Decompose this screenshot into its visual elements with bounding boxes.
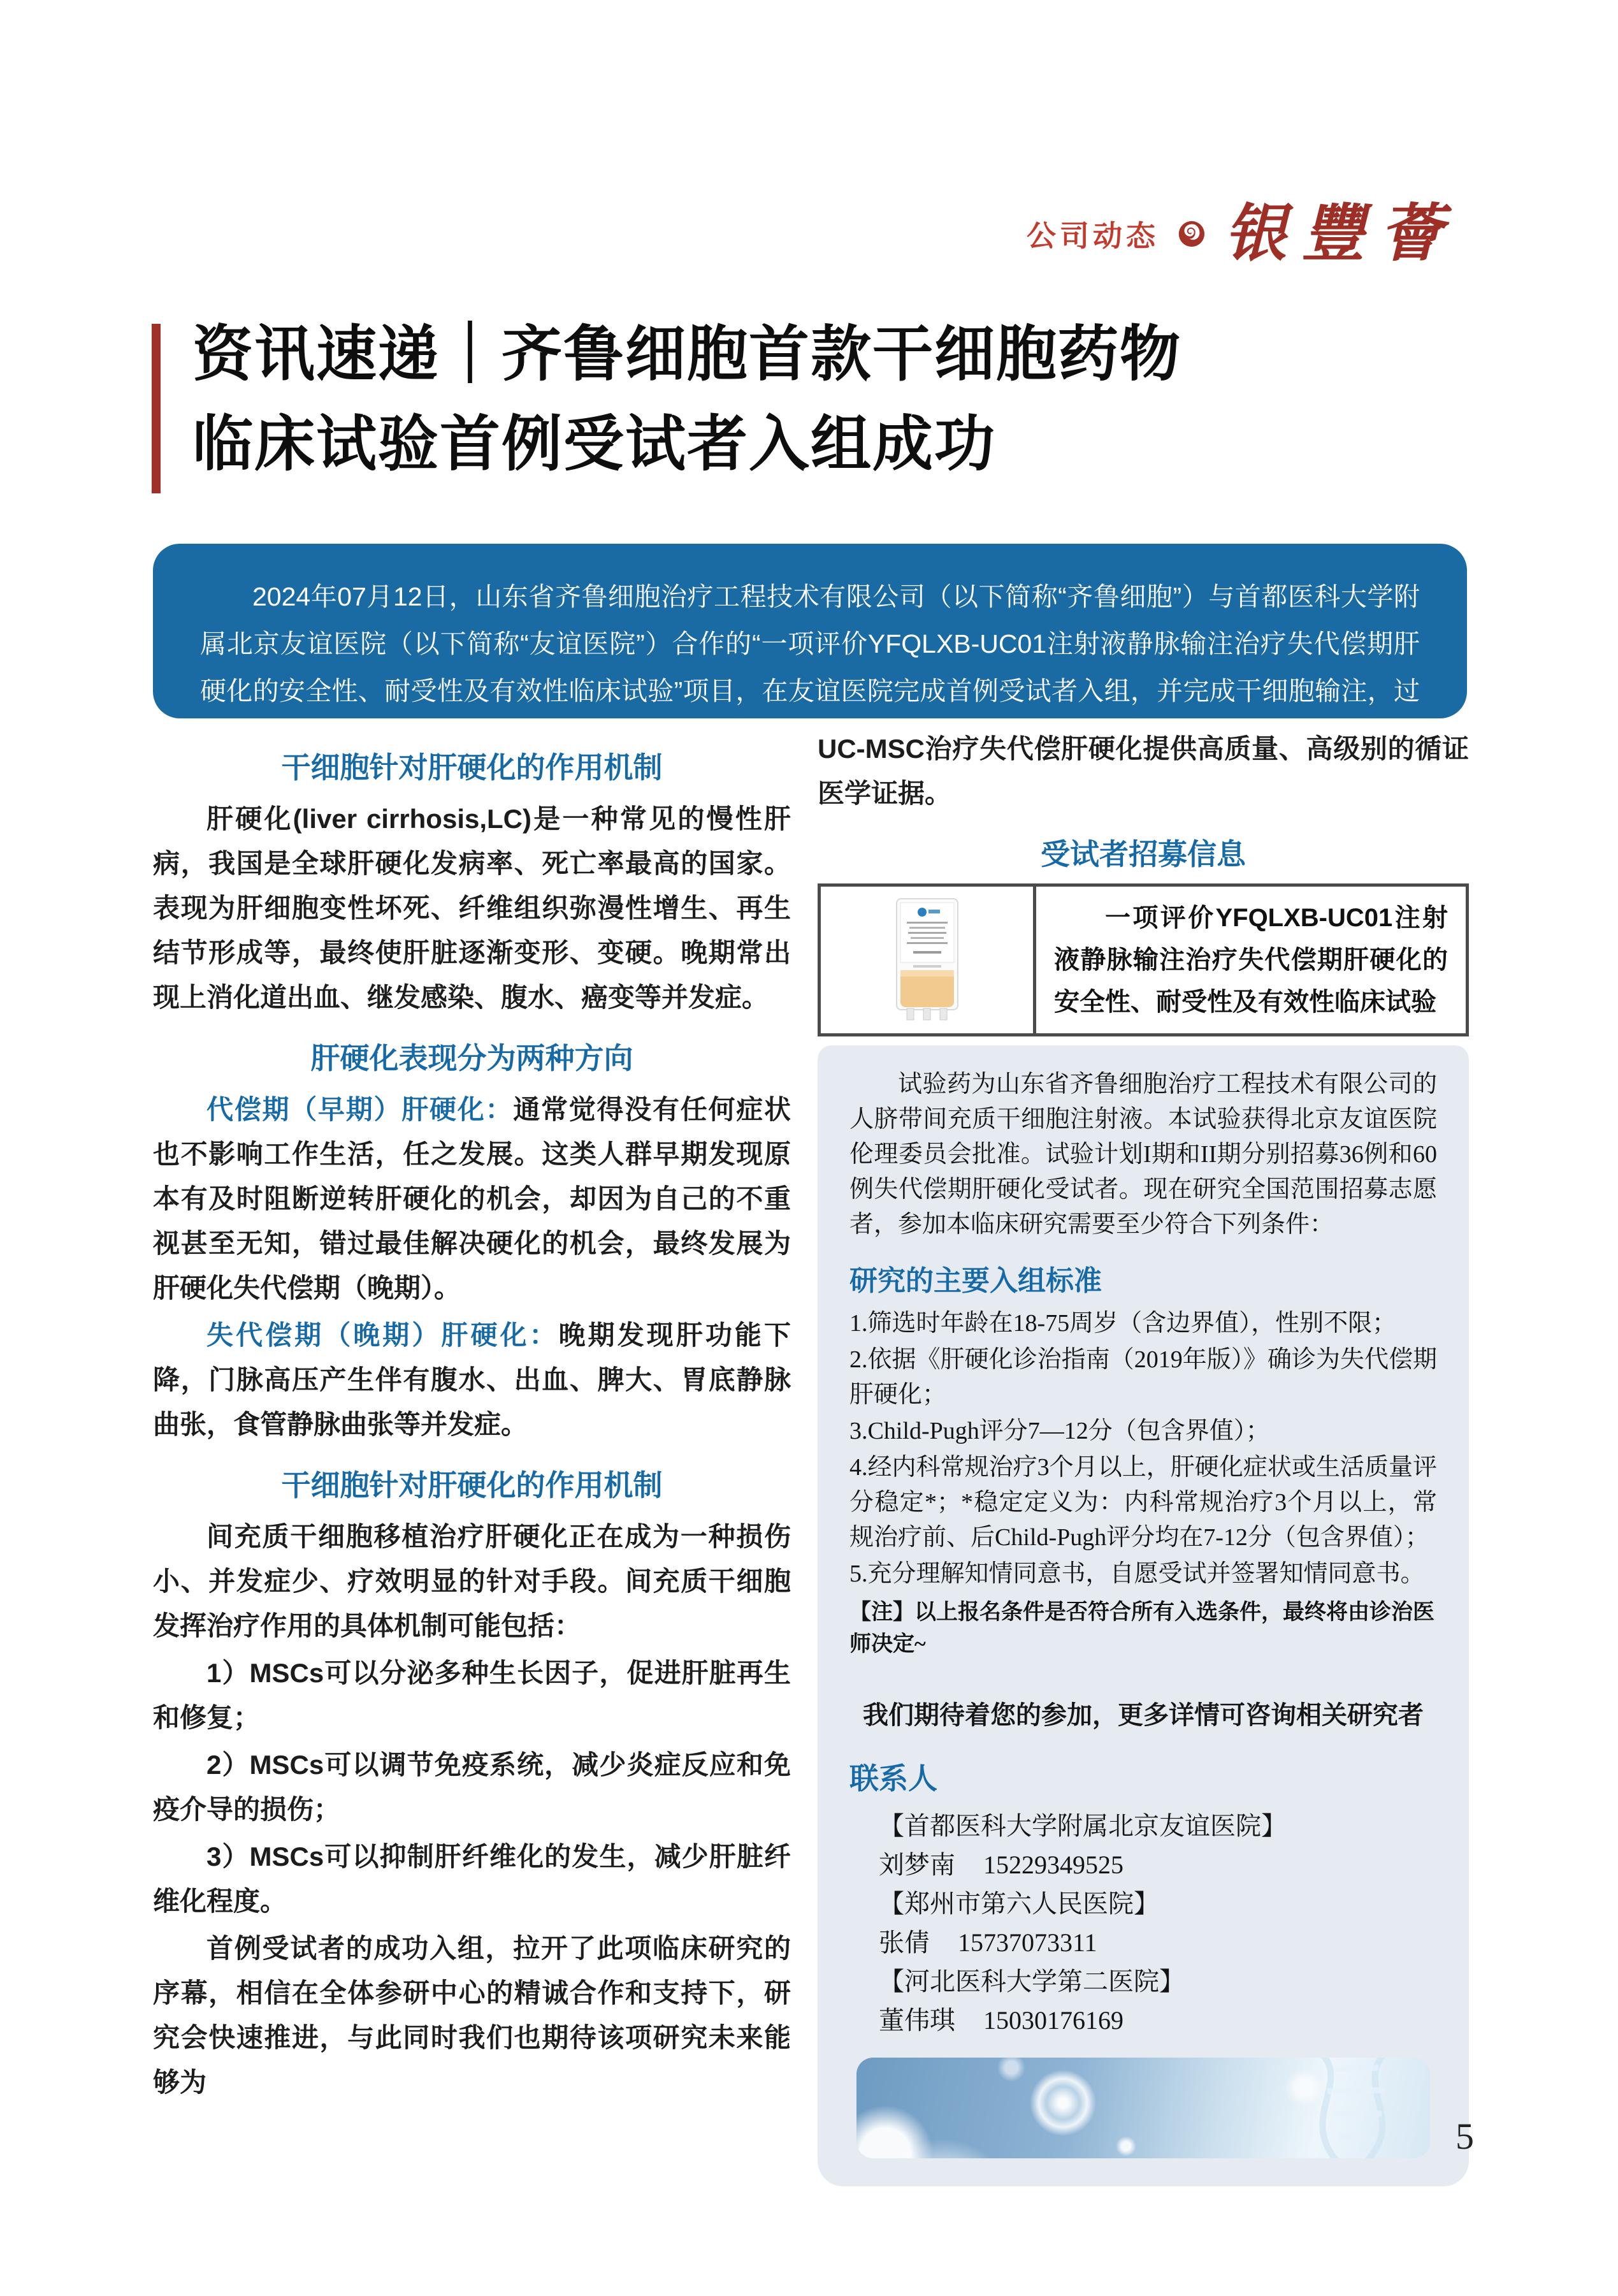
title-line-1: 资讯速递｜齐鲁细胞首款干细胞药物 (192, 321, 1182, 388)
cells-dna-image (856, 2058, 1430, 2158)
paragraph-msc-point-3: 3）MSCs可以抑制肝纤维化的发生，减少肝脏纤维化程度。 (153, 1842, 791, 1916)
contact-phone-3: 15030176169 (983, 2006, 1123, 2035)
criteria-item-1: 1.筛选时年龄在18-75周岁（含边界值），性别不限； (849, 1310, 1397, 1337)
contact-phone-2: 15737073311 (958, 1928, 1097, 1957)
contact-name-1: 刘梦南 (879, 1850, 955, 1879)
criteria-item-5: 5.充分理解知情同意书，自愿受试并签署知情同意书。 (849, 1560, 1425, 1587)
contact-name-2: 张倩 (879, 1928, 930, 1957)
lead-compensated: 代偿期（早期）肝硬化： (206, 1094, 514, 1124)
intro-highlight-box (153, 544, 1467, 753)
criteria-item-3: 3.Child-Pugh评分7—12分（包含界值）； (849, 1418, 1270, 1444)
invitation-text: 我们期待着您的参加，更多详情可咨询相关研究者 (863, 1701, 1424, 1729)
contact-org-3: 【河北医科大学第二医院】 (879, 1967, 1185, 1996)
contact-name-3: 董伟琪 (879, 2006, 955, 2035)
text-compensated: 通常觉得没有任何症状也不影响工作生活，任之发展。这类人群早期发现原本有及时阻断逆转肝硬化的机会，却因为自己的不重视甚至无知，错过最佳解决硬化的机会，最终发展为肝硬化失代偿期（晚期）。 (153, 1094, 791, 1303)
contact-person-3 (849, 2001, 1437, 2040)
contact-phone-1: 15229349525 (983, 1850, 1123, 1879)
swirl-icon (1177, 219, 1206, 249)
heading-recruitment: 受试者招募信息 (1041, 838, 1246, 871)
criteria-item-2: 2.依据《肝硬化诊治指南（2019年版）》确诊为失代偿期肝硬化； (849, 1346, 1437, 1408)
recruitment-panel (818, 1045, 1469, 2186)
iv-bag-image (888, 896, 967, 1024)
page-number: 5 (1455, 2116, 1474, 2157)
paragraph-decompensated (153, 1313, 791, 1447)
heading-two-directions: 肝硬化表现分为两种方向 (310, 1042, 633, 1075)
text-decompensated: 晚期发现肝功能下降，门脉高压产生伴有腹水、出血、脾大、胃底静脉曲张，食管静脉曲张等并发症。 (153, 1320, 791, 1439)
heading-mechanism-1: 干细胞针对肝硬化的作用机制 (281, 751, 663, 784)
section-label: 公司动态 (1026, 219, 1159, 252)
paragraph-cirrhosis-overview: 肝硬化(liver cirrhosis,LC)是一种常见的慢性肝病，我国是全球肝硬化发病率、死亡率最高的国家。表现为肝细胞变性坏死、纤维组织弥漫性增生、再生结节形成等，最终使肝脏逐渐变形、变硬。晚期常出现上消化道出血、继发感染、腹水、癌变等并发症。 (153, 804, 791, 1012)
paragraph-compensated (153, 1087, 791, 1311)
paragraph-continuation: UC-MSC治疗失代偿肝硬化提供高质量、高级别的循证医学证据。 (818, 734, 1469, 808)
title-accent-bar (152, 324, 161, 493)
paragraph-trial-drug: 试验药为山东省齐鲁细胞治疗工程技术有限公司的人脐带间充质干细胞注射液。本试验获得北京友谊医院伦理委员会批准。试验计划I期和II期分别招募36例和60例失代偿期肝硬化受试者。现在研究全国范围招募志愿者，参加本临床研究需要至少符合下列条件： (849, 1071, 1437, 1238)
criteria-item-4: 4.经内科常规治疗3个月以上，肝硬化症状或生活质量评分稳定*；*稳定定义为：内科常规治疗3个月以上，常规治疗前、后Child-Pugh评分均在7-12分（包含界值）； (849, 1454, 1437, 1551)
contact-person-2 (849, 1923, 1437, 1962)
header-brand (1026, 197, 1457, 270)
heading-contacts: 联系人 (849, 1762, 937, 1795)
intro-text: 2024年07月12日，山东省齐鲁细胞治疗工程技术有限公司（以下简称“齐鲁细胞”）与首都医科大学附属北京友谊医院（以下简称“友谊医院”）合作的“一项评价YFQLXB-UC01注射液静脉输注治疗失代偿期肝硬化的安全性、耐受性及有效性临床试验”项目，在友谊医院完成首例受试者入组，并完成干细胞输注，过程顺利。 (200, 582, 1420, 753)
trial-name-cell: 一项评价YFQLXB-UC01注射液静脉输注治疗失代偿期肝硬化的安全性、耐受性及有效性临床试验 (1054, 904, 1448, 1016)
right-column (818, 727, 1469, 2186)
lead-decompensated: 失代偿期（晚期）肝硬化： (206, 1320, 559, 1350)
article-title (192, 310, 1403, 490)
brand-logotype: 银豐薈 (1224, 197, 1457, 270)
heading-criteria: 研究的主要入组标准 (849, 1265, 1102, 1297)
iv-bag-cell (821, 887, 1036, 1033)
title-line-2: 临床试验首例受试者入组成功 (192, 411, 997, 478)
contact-person-1 (849, 1845, 1437, 1884)
contact-org-1: 【首都医科大学附属北京友谊医院】 (879, 1812, 1287, 1840)
paragraph-msc-point-2: 2）MSCs可以调节免疫系统，减少炎症反应和免疫介导的损伤； (153, 1750, 791, 1824)
criteria-note: 【注】以上报名条件是否符合所有入选条件，最终将由诊治医师决定~ (849, 1601, 1434, 1656)
heading-mechanism-2: 干细胞针对肝硬化的作用机制 (281, 1469, 663, 1502)
paragraph-msc-intro: 间充质干细胞移植治疗肝硬化正在成为一种损伤小、并发症少、疗效明显的针对手段。间充质干细胞发挥治疗作用的具体机制可能包括： (153, 1522, 791, 1641)
contact-org-2: 【郑州市第六人民医院】 (879, 1889, 1159, 1918)
left-column (153, 745, 791, 2107)
paragraph-msc-point-1: 1）MSCs可以分泌多种生长因子，促进肝脏再生和修复； (153, 1658, 791, 1733)
recruitment-table (818, 883, 1469, 1036)
paragraph-first-subject: 首例受试者的成功入组，拉开了此项临床研究的序幕，相信在全体参研中心的精诚合作和支持下，研究会快速推进，与此同时我们也期待该项研究未来能够为 (153, 1933, 791, 2097)
